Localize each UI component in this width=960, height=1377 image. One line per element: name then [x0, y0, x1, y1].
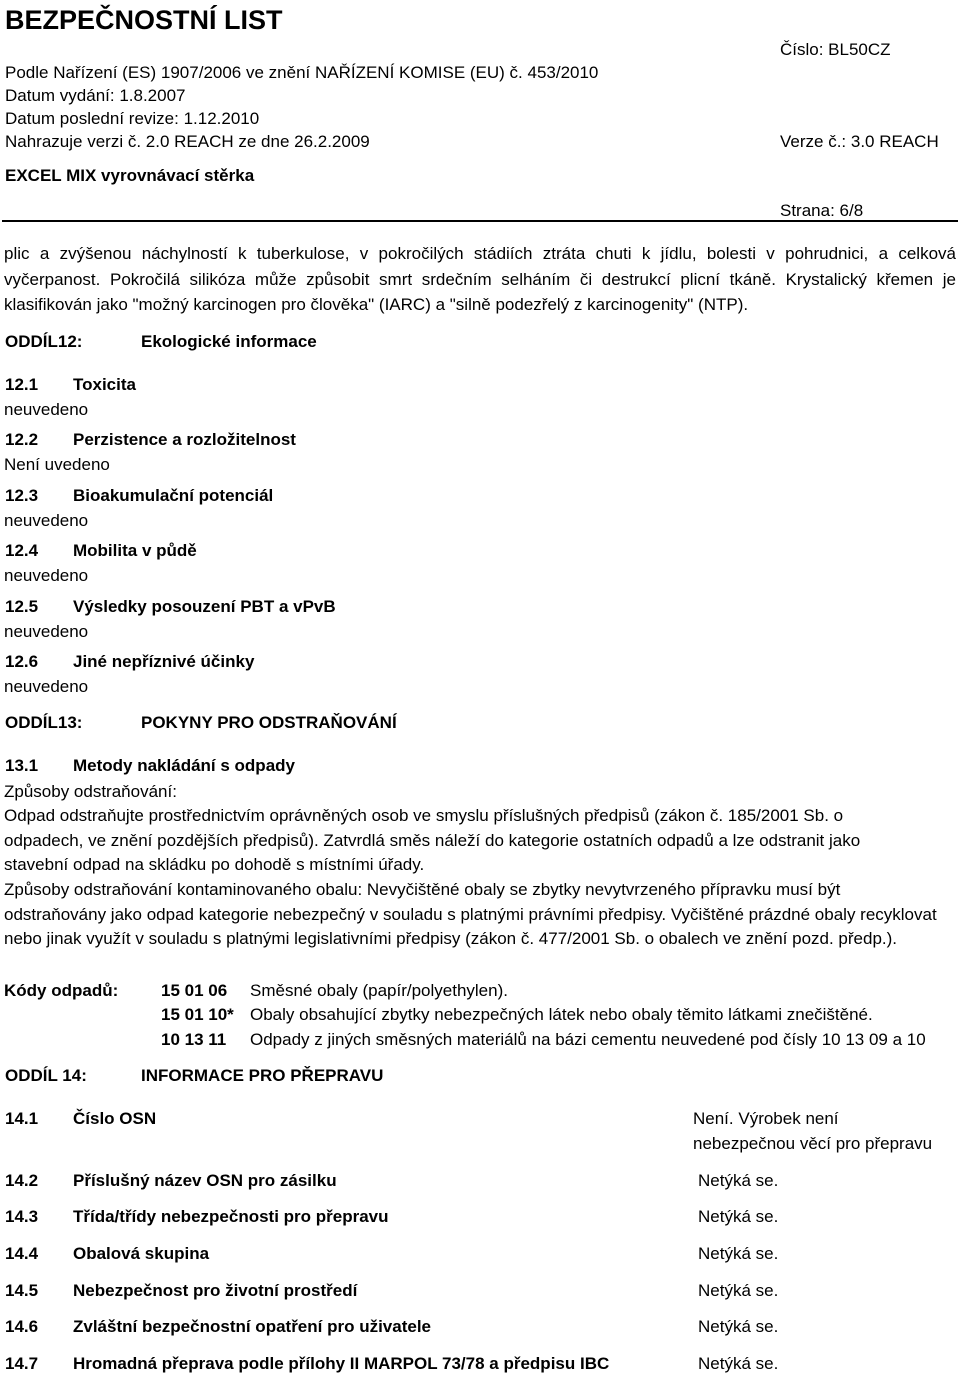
transport-item-number: 14.6	[5, 1317, 39, 1336]
transport-item-number: 14.2	[5, 1171, 39, 1190]
regulation-reference: Podle Nařízení (ES) 1907/2006 ve znění NAŘÍZENÍ KOMISE (EU) č. 453/2010	[5, 63, 599, 82]
subsection-number: 13.1	[5, 756, 39, 775]
transport-item-number: 14.7	[5, 1354, 39, 1373]
subsection-number: 12.3	[5, 486, 39, 505]
subsection-number: 12.2	[5, 430, 39, 449]
transport-item-title: Třída/třídy nebezpečnosti pro přepravu	[73, 1207, 389, 1226]
section13-label: ODDÍL13:	[5, 713, 83, 732]
transport-item-title: Obalová skupina	[73, 1244, 210, 1263]
transport-item-title: Číslo OSN	[73, 1109, 157, 1128]
waste-code: 10 13 11	[161, 1030, 227, 1049]
transport-item-value: Netýká se.	[698, 1171, 779, 1190]
header-divider	[2, 220, 958, 222]
product-name: EXCEL MIX vyrovnávací stěrka	[5, 166, 255, 185]
waste-code-description: Směsné obaly (papír/polyethylen).	[250, 981, 508, 1000]
subsection-title: Metody nakládání s odpady	[73, 756, 295, 775]
transport-item-value: Netýká se.	[698, 1354, 779, 1373]
transport-item-number: 14.4	[5, 1244, 39, 1263]
transport-item-value: Není. Výrobek není	[693, 1109, 839, 1128]
section14-title: INFORMACE PRO PŘEPRAVU	[141, 1066, 384, 1085]
packaging-disposal-text: Způsoby odstraňování kontaminovaného obalu: Nevyčištěné obaly se zbytky nevytvrzeného přípravku musí být odstraňovány jako odpad kategorie nebezpečný v souladu s platnými právními předpisy. Vyčištěné prázdné obaly recyklovat nebo jinak využít v souladu s platnými legislativními předpisy (zákon č. 477/2001 Sb. o obalech ve znění pozd. předp.).	[4, 880, 937, 948]
document-title: BEZPEČNOSTNÍ LIST	[5, 5, 283, 35]
transport-item-number: 14.3	[5, 1207, 39, 1226]
revision-date: Datum poslední revize: 1.12.2010	[5, 109, 260, 128]
transport-item-title: Nebezpečnost pro životní prostředí	[73, 1281, 358, 1300]
section14-label: ODDÍL 14:	[5, 1066, 87, 1085]
transport-item-value: Netýká se.	[698, 1244, 779, 1263]
intro-paragraph: plic a zvýšenou náchylností k tuberkulose, v pokročilých stádiích ztráta chuti k jídlu, bolesti v pohrudnici, a celková vyčerpanost. Pokročilá silikóza může způsobit smrt srdečním selháním či destrukcí plicní tkáně. Krystalický křemen je klasifikován jako "možný karcinogen pro člověka" (IARC) a "silně podezřelý z karcinogenity" (NTP).	[4, 244, 956, 314]
page-number: Strana: 6/8	[780, 201, 864, 220]
waste-codes-label: Kódy odpadů:	[4, 981, 119, 1000]
subsection-value: Není uvedeno	[4, 455, 110, 474]
subsection-number: 12.5	[5, 597, 39, 616]
document-number: Číslo: BL50CZ	[780, 40, 891, 59]
subsection-title: Toxicita	[73, 375, 136, 394]
section13-title: POKYNY PRO ODSTRAŇOVÁNÍ	[141, 713, 397, 732]
issue-date: Datum vydání: 1.8.2007	[5, 86, 186, 105]
subsection-number: 12.4	[5, 541, 39, 560]
subsection-value: neuvedeno	[4, 400, 89, 419]
subsection-title: Mobilita v půdě	[73, 541, 197, 560]
waste-code-description: Odpady z jiných směsných materiálů na bázi cementu neuvedené pod čísly 10 13 09 a 10	[250, 1030, 926, 1049]
section12-label: ODDÍL12:	[5, 332, 83, 351]
subsection-title: Jiné nepříznivé účinky	[73, 652, 255, 671]
transport-item-title: Příslušný název OSN pro zásilku	[73, 1171, 337, 1190]
transport-item-title: Zvláštní bezpečnostní opatření pro uživatele	[73, 1317, 432, 1336]
transport-item-value: Netýká se.	[698, 1317, 779, 1336]
subsection-title: Perzistence a rozložitelnost	[73, 430, 296, 449]
subsection-value: neuvedeno	[4, 566, 89, 585]
disposal-methods-text: Odpad odstraňujte prostřednictvím oprávněných osob ve smyslu příslušných předpisů (zákon č. 185/2001 Sb. o odpadech, ve znění pozdějších předpisů). Zatvrdlá směs náleží do kategorie ostatních odpadů a lze odstranit jako stavební odpad na skládku po dohodě s místními úřady.	[4, 806, 861, 874]
subsection-value: neuvedeno	[4, 511, 89, 530]
transport-item-number: 14.1	[5, 1109, 39, 1128]
waste-code-description: Obaly obsahující zbytky nebezpečných látek nebo obaly těmito látkami znečištěné.	[250, 1005, 873, 1024]
waste-code: 15 01 06	[161, 981, 228, 1000]
disposal-methods-label: Způsoby odstraňování:	[4, 782, 177, 801]
subsection-title: Výsledky posouzení PBT a vPvB	[73, 597, 336, 616]
section12-title: Ekologické informace	[141, 332, 317, 351]
waste-code: 15 01 10*	[161, 1005, 234, 1024]
transport-item-value: Netýká se.	[698, 1281, 779, 1300]
transport-item-value: nebezpečnou věcí pro přepravu	[693, 1134, 933, 1153]
subsection-title: Bioakumulační potenciál	[73, 486, 274, 505]
version-number: Verze č.: 3.0 REACH	[780, 132, 939, 151]
subsection-number: 12.6	[5, 652, 39, 671]
subsection-value: neuvedeno	[4, 622, 89, 641]
transport-item-title: Hromadná přeprava podle přílohy II MARPOL 73/78 a předpisu IBC	[73, 1354, 610, 1373]
transport-item-number: 14.5	[5, 1281, 39, 1300]
subsection-number: 12.1	[5, 375, 39, 394]
transport-item-value: Netýká se.	[698, 1207, 779, 1226]
replaces-version: Nahrazuje verzi č. 2.0 REACH ze dne 26.2.2009	[5, 132, 370, 151]
subsection-value: neuvedeno	[4, 677, 89, 696]
